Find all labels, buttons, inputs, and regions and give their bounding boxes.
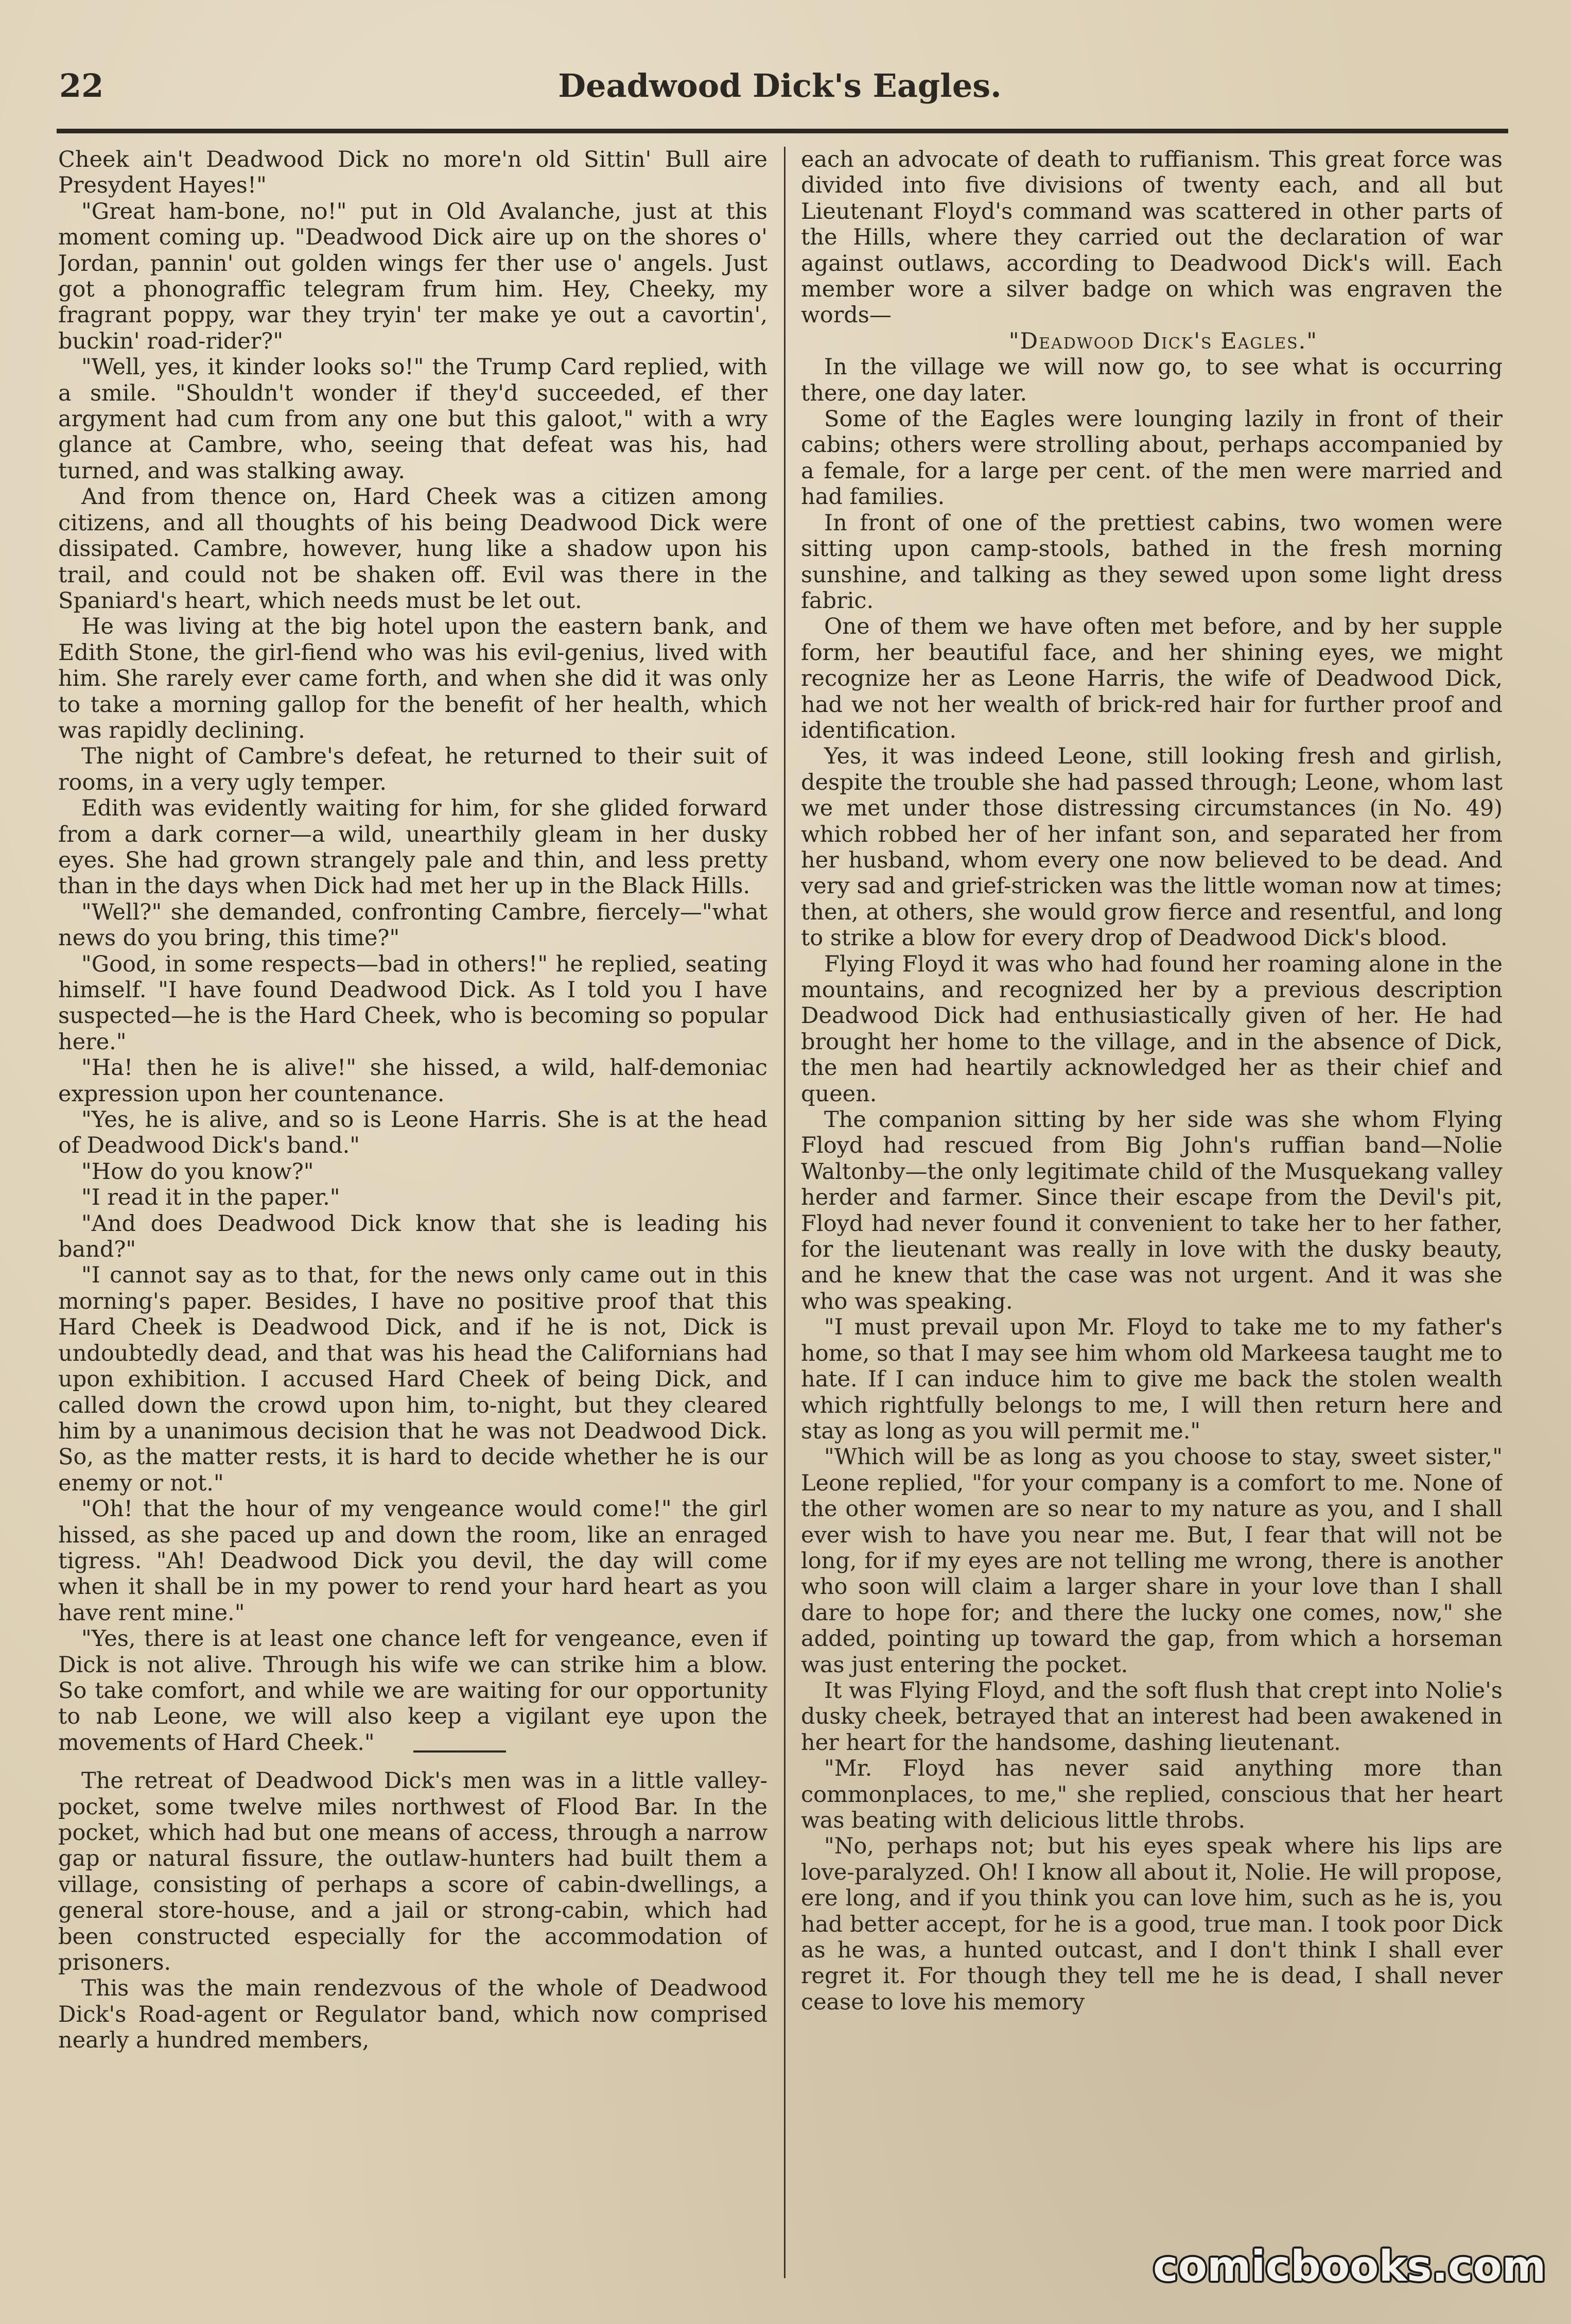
paragraph: "Yes, there is at least one chance left for vengeance, even if Dick is not alive. Through his wife we can strike him a blow. So take comfort, and while we are waiting for our opportunity to nab Leone, we will also keep a vigilant eye upon the movements of Hard Cheek." [58, 1626, 767, 1756]
paragraph: "I must prevail upon Mr. Floyd to take me to my father's home, so that I may see him whom old Markeesa taught me to hate. If I can induce him to give me back the stolen wealth which rightfully belongs to me, I will then return here and stay as long as you will permit me." [801, 1314, 1503, 1444]
paragraph: each an advocate of death to ruffianism. This great force was divided into five divisions of twenty each, and all but Lieutenant Floyd's command was scattered in other parts of the Hills, where they carried out the declaration of war against outlaws, according to Deadwood Dick's will. Each member wore a silver badge on which was engraven the words— [801, 147, 1503, 328]
paragraph: In the village we will now go, to see what is occurring there, one day later. [801, 354, 1503, 406]
paragraph: "And does Deadwood Dick know that she is leading his band?" [58, 1210, 767, 1263]
paragraph: The companion sitting by her side was she whom Flying Floyd had rescued from Big John's ruffian band—Nolie Waltonby—the only legitimate child of the Musquekang valley herder and farmer. Since their escape from the Devil's pit, Floyd had never found it convenient to take her to her father, for the lieutenant was really in love with the dusky beauty, and he knew that the case was not urgent. And it was she who was speaking. [801, 1107, 1503, 1314]
paragraph: Yes, it was indeed Leone, still looking fresh and girlish, despite the trouble she had passed through; Leone, whom last we met under those distressing circumstances (in No. 49) which robbed her of her infant son, and separated her from her husband, whom every one now believed to be dead. And very sad and grief-stricken was the little woman now at times; then, at others, she would grow fierce and resentful, and long to strike a blow for every drop of Deadwood Dick's blood. [801, 743, 1503, 951]
paragraph: "I read it in the paper." [81, 1185, 340, 1211]
paragraph: "Great ham-bone, no!" put in Old Avalanche, just at this moment coming up. "Deadwood Dick aire up on the shores o' Jordan, pannin' out golden wings fer ther use o' angels. Just got a phonograffic telegram frum him. Hey, Cheeky, my fragrant poppy, war they tryin' ter make ye out a cavortin', buckin' road-rider?" [58, 198, 767, 354]
paragraph: "Oh! that the hour of my vengeance would come!" the girl hissed, as she paced up and down the room, like an enraged tigress. "Ah! Deadwood Dick you devil, the day will come when it shall be in my power to rend your hard heart as you have rent mine." [58, 1496, 767, 1626]
paragraph: One of them we have often met before, and by her supple form, her beautiful face, and her shining eyes, we might recognize her as Leone Harris, the wife of Deadwood Dick, had we not her wealth of brick-red hair for further proof and identification. [801, 614, 1503, 743]
paragraph: He was living at the big hotel upon the eastern bank, and Edith Stone, the girl-fiend who was his evil-genius, lived with him. She rarely ever came forth, and when she did it was only to take a morning gallop for the benefit of her health, which was rapidly declining. [58, 614, 767, 743]
paragraph: "No, perhaps not; but his eyes speak where his lips are love-paralyzed. Oh! I know all about it, Nolie. He will propose, ere long, and if you think you can love him, such as he is, you had better accept, for he is a good, true man. I took poor Dick as he was, a hunted outcast, and I don't think I shall ever regret it. For though they tell me he is dead, I shall never cease to love his memory [801, 1833, 1503, 2015]
paragraph: In front of one of the prettiest cabins, two women were sitting upon camp-stools, bathed in the fresh morning sunshine, and talking as they sewed upon some light dress fabric. [801, 510, 1503, 614]
paragraph: "Yes, he is alive, and so is Leone Harris. She is at the head of Deadwood Dick's band." [58, 1107, 767, 1159]
paragraph: This was the main rendezvous of the whole of Deadwood Dick's Road-agent or Regulator band, which now comprised nearly a hundred members, [58, 1975, 767, 2054]
paragraph: Edith was evidently waiting for him, for she glided forward from a dark corner—a wild, unearthily gleam in her dusky eyes. She had grown strangely pale and thin, and less pretty than in the days when Dick had met her up in the Black Hills. [58, 795, 767, 899]
paragraph: The retreat of Deadwood Dick's men was in a little valley-pocket, some twelve miles northwest of Flood Bar. In the pocket, which had but one means of access, through a narrow gap or natural fissure, the outlaw-hunters had built them a village, consisting of perhaps a score of cabin-dwellings, a general store-house, and a jail or strong-cabin, which had been constructed especially for the accommodation of prisoners. [58, 1768, 767, 1976]
right-column [801, 147, 1503, 2247]
paragraph: "I cannot say as to that, for the news only came out in this morning's paper. Besides, I have no positive proof that this Hard Cheek is Deadwood Dick, and if he is not, Dick is undoubtedly dead, and that was his head the Californians had upon exhibition. I accused Hard Cheek of being Dick, and called down the crowd upon him, to-night, but they cleared him by a unanimous decision that he was not Deadwood Dick. So, as the matter rests, it is hard to decide whether he is our enemy or not." [58, 1262, 767, 1496]
paragraph: "Mr. Floyd has never said anything more than commonplaces, to me," she replied, conscious that her heart was beating with delicious little throbs. [801, 1756, 1503, 1833]
paragraph: Flying Floyd it was who had found her roaming alone in the mountains, and recognized her by a previous description Deadwood Dick had enthusiastically given of her. He had brought her home to the village, and in the absence of Dick, the men had heartily acknowledged her as their chief and queen. [801, 951, 1503, 1107]
paragraph: "Good, in some respects—bad in others!" he replied, seating himself. "I have found Deadwood Dick. As I told you I have suspected—he is the Hard Cheek, who is becoming so popular here." [58, 951, 767, 1055]
page-header [59, 62, 1500, 118]
paragraph: "Ha! then he is alive!" she hissed, a wild, half-demoniac expression upon her countenance. [58, 1055, 767, 1107]
paragraph: It was Flying Floyd, and the soft flush that crept into Nolie's dusky cheek, betrayed that an interest had been awakened in her heart for the handsome, dashing lieutenant. [801, 1677, 1503, 1756]
left-column [58, 147, 767, 2247]
paragraph: Cheek ain't Deadwood Dick no more'n old Sittin' Bull aire Presydent Hayes!" [58, 147, 767, 199]
running-title: Deadwood Dick's Eagles. [558, 67, 1002, 105]
header-rule [57, 129, 1508, 133]
watermark-logo: comicbooks.com [1153, 2242, 1546, 2291]
paragraph: "How do you know?" [81, 1158, 314, 1185]
badge-inscription: "Deadwood Dick's Eagles." [1008, 328, 1318, 354]
paragraph: And from thence on, Hard Cheek was a citizen among citizens, and all thoughts of his being Deadwood Dick were dissipated. Cambre, however, hung like a shadow upon his trail, and could not be shaken off. Evil was there in the Spaniard's heart, which needs must be let out. [58, 484, 767, 614]
paragraph: "Which will be as long as you choose to stay, sweet sister," Leone replied, "for your company is a comfort to me. None of the other women are so near to my nature as you, and I shall ever wish to have you near me. But, I fear that will not be long, for if my eyes are not telling me wrong, there is another who soon will claim a larger share in your love than I shall dare to hope for; and there the lucky one comes, now," she added, pointing up toward the gap, from which a horseman was just entering the pocket. [801, 1444, 1503, 1678]
paragraph: Some of the Eagles were lounging lazily in front of their cabins; others were strolling about, perhaps accompanied by a female, for a large per cent. of the men were married and had families. [801, 406, 1503, 510]
column-divider [784, 147, 786, 2278]
section-break-rule [413, 1750, 506, 1753]
paragraph: The night of Cambre's defeat, he returned to their suit of rooms, in a very ugly temper. [58, 743, 767, 795]
page-number: 22 [59, 67, 104, 105]
paragraph: "Well?" she demanded, confronting Cambre, fiercely—"what news do you bring, this time?" [58, 899, 767, 951]
paragraph: "Well, yes, it kinder looks so!" the Trump Card replied, with a smile. "Shouldn't wonder if they'd succeeded, ef ther argyment had cum from any one but this galoot," with a wry glance at Cambre, who, seeing that defeat was his, had turned, and was stalking away. [58, 354, 767, 484]
